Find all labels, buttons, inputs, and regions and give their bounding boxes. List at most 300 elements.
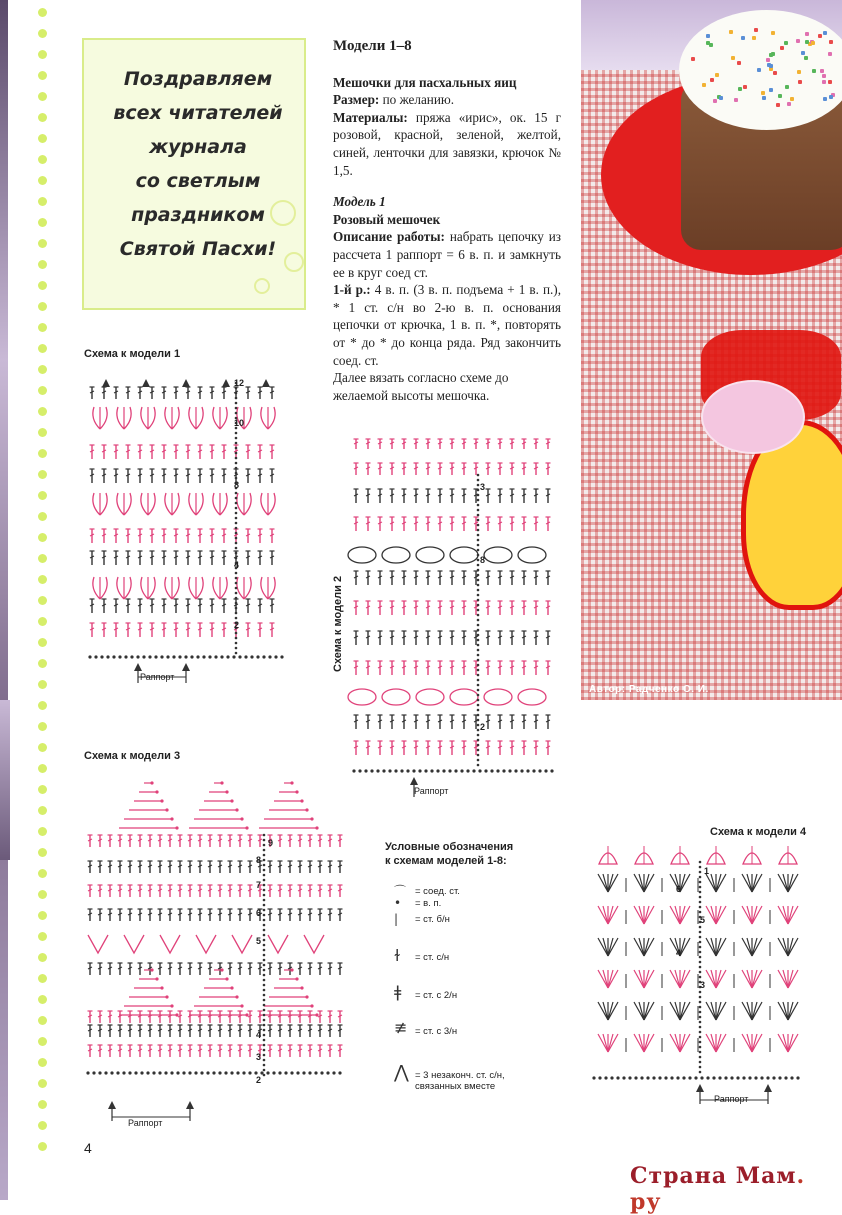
row-join-dot (235, 472, 238, 475)
sprinkle (805, 32, 809, 36)
materials-label: Материалы: (333, 109, 408, 125)
fan-stitch (747, 970, 752, 988)
chain-stitch (104, 1071, 107, 1074)
fan-stitch (608, 906, 613, 924)
tree-dot (300, 799, 303, 802)
row-join-dot (477, 494, 480, 497)
fan-stitch (639, 874, 644, 892)
row-join-dot (235, 402, 238, 405)
chain-stitch (256, 655, 259, 658)
sprinkle (766, 58, 770, 62)
sprinkle (706, 34, 710, 38)
chain-stitch (236, 1071, 239, 1074)
row-join-dot (699, 961, 702, 964)
row-join-dot (263, 1059, 266, 1062)
chain-stitch (172, 655, 175, 658)
rapport-arrow (182, 663, 190, 671)
chain-stitch (502, 769, 505, 772)
chain-stitch (122, 1071, 125, 1074)
petal-mark (148, 577, 155, 599)
petal-mark (196, 493, 203, 515)
loop-mark (484, 689, 512, 705)
v-mark (304, 935, 324, 953)
decorative-dot (38, 848, 47, 857)
chain-stitch (772, 1076, 775, 1079)
row-join-dot (235, 607, 238, 610)
chain-stitch (226, 655, 229, 658)
decorative-dot (38, 638, 47, 647)
petal-mark (172, 577, 179, 599)
rapport-label: Раппорт (414, 786, 449, 796)
fan-stitch (644, 1002, 649, 1020)
chain-stitch (664, 1076, 667, 1079)
row-join-dot (477, 589, 480, 592)
v-mark (88, 935, 108, 953)
row-join-dot (699, 866, 702, 869)
petal-mark (196, 577, 203, 599)
fan-stitch (716, 938, 726, 956)
row-join-dot (477, 764, 480, 767)
sprinkle (691, 57, 695, 61)
row-join-dot (263, 1054, 266, 1057)
petal-mark (268, 577, 275, 599)
chain-stitch (418, 769, 421, 772)
size-paragraph (333, 91, 561, 109)
legend-item: = в. п. (415, 898, 442, 909)
row-join-dot (263, 854, 266, 857)
fan-stitch (644, 874, 654, 892)
chain-stitch (274, 655, 277, 658)
decorative-dot (38, 764, 47, 773)
row-join-dot (477, 614, 480, 617)
petal-mark (165, 577, 172, 599)
fan-stitch (644, 906, 649, 924)
scheme2-caption: Схема к модели 2 (332, 575, 344, 672)
row-number: 8 (480, 555, 486, 565)
row-join-dot (699, 1011, 702, 1014)
fan-stitch (608, 874, 618, 892)
tree-dot (310, 817, 313, 820)
decorative-dot (38, 407, 47, 416)
fan-stitch (711, 970, 716, 988)
row-join-dot (263, 909, 266, 912)
rapport-arrow (186, 1101, 194, 1109)
fan-stitch (778, 938, 788, 956)
fan-stitch (711, 874, 716, 892)
chain-stitch (130, 655, 133, 658)
row-join-dot (263, 1004, 266, 1007)
petal-mark (141, 493, 148, 515)
sprinkle (829, 40, 833, 44)
photo-credit: Автор: Радченко О. И. (589, 684, 709, 695)
row-number: 8 (234, 480, 240, 490)
chain-stitch (208, 655, 211, 658)
decorative-dot (38, 596, 47, 605)
petal-mark (244, 407, 251, 429)
chain-stitch (430, 769, 433, 772)
row-join-dot (263, 884, 266, 887)
row-join-dot (699, 956, 702, 959)
fan-stitch (716, 1002, 721, 1020)
decorative-dot (38, 1058, 47, 1067)
decorative-dot (38, 29, 47, 38)
tree-dot (160, 799, 163, 802)
row-join-dot (477, 724, 480, 727)
row-join-dot (699, 1016, 702, 1019)
sprinkle (778, 94, 782, 98)
sprinkle (715, 73, 719, 77)
fan-stitch (783, 970, 788, 988)
decorative-dot (38, 428, 47, 437)
scheme4-caption: Схема к модели 4 (710, 826, 807, 838)
sprinkle (731, 56, 735, 60)
legend-title (385, 840, 513, 868)
fan-stitch (788, 938, 793, 956)
fan-stitch (598, 874, 608, 892)
decorative-dot (38, 1079, 47, 1088)
fan-stitch (670, 1034, 680, 1052)
chain-stitch (754, 1076, 757, 1079)
sprinkle (754, 28, 758, 32)
logo-suffix: . ру (630, 1163, 806, 1215)
petal-mark (261, 407, 268, 429)
tip-mark (142, 379, 150, 387)
chain-stitch (718, 1076, 721, 1079)
decorative-dot (38, 722, 47, 731)
chain-stitch (352, 769, 355, 772)
loop-mark (518, 547, 546, 563)
tree-dot (290, 781, 293, 784)
row-join-dot (235, 502, 238, 505)
tree-dot (165, 995, 168, 998)
fan-stitch (752, 970, 757, 988)
tree-dot (295, 790, 298, 793)
row-join-dot (699, 946, 702, 949)
row-join-dot (477, 529, 480, 532)
row-join-dot (263, 894, 266, 897)
fan-stitch (778, 1002, 788, 1020)
decorative-dot (38, 659, 47, 668)
row-join-dot (477, 684, 480, 687)
sprinkle (784, 41, 788, 45)
fan-stitch (747, 1034, 752, 1052)
row-number: 5 (700, 915, 706, 925)
row-join-dot (235, 547, 238, 550)
petal-mark (213, 493, 220, 515)
scheme1-caption: Схема к модели 1 (84, 348, 181, 360)
tree-dot (230, 986, 233, 989)
sprinkle (796, 39, 800, 43)
petal-mark (117, 407, 124, 429)
decorative-dot (38, 617, 47, 626)
row-join-dot (699, 1021, 702, 1024)
row-join-dot (263, 904, 266, 907)
row-join-dot (235, 432, 238, 435)
petal-mark (141, 577, 148, 599)
greeting-text (98, 62, 298, 266)
petal-mark (172, 407, 179, 429)
cake-icing (679, 10, 842, 130)
row-join-dot (477, 699, 480, 702)
chain-stitch (178, 655, 181, 658)
chain-stitch (250, 655, 253, 658)
scheme2-diagram (348, 435, 568, 800)
chain-stitch (442, 769, 445, 772)
row-number: 4 (256, 1030, 262, 1040)
petal-mark (124, 577, 131, 599)
row-join-dot (477, 559, 480, 562)
petal-mark (117, 577, 124, 599)
chain-stitch (784, 1076, 787, 1079)
chain-stitch (182, 1071, 185, 1074)
chain-stitch (218, 1071, 221, 1074)
chain-stitch (640, 1076, 643, 1079)
row-join-dot (263, 849, 266, 852)
chain-stitch (230, 1071, 233, 1074)
v-mark (196, 935, 216, 953)
double-treble-icon: ≢ (394, 1018, 408, 1037)
row-join-dot (477, 524, 480, 527)
tree-dot (155, 790, 158, 793)
row-join-dot (263, 954, 266, 957)
greeting-line: со светлым (135, 170, 261, 192)
petal-mark (237, 577, 244, 599)
row-join-dot (699, 906, 702, 909)
petal-mark (189, 407, 196, 429)
petal-mark (148, 407, 155, 429)
loop-mark (382, 547, 410, 563)
row-number: 9 (268, 838, 274, 848)
fan-stitch (788, 1034, 793, 1052)
chain-stitch (212, 1071, 215, 1074)
decorative-dot (38, 554, 47, 563)
row-join-dot (699, 926, 702, 929)
row-join-dot (477, 674, 480, 677)
chain-stitch (152, 1071, 155, 1074)
row-join-dot (263, 979, 266, 982)
decorative-dot (38, 92, 47, 101)
chain-stitch (262, 655, 265, 658)
loop-mark (450, 547, 478, 563)
fan-stitch (742, 1034, 752, 1052)
v-mark (268, 935, 288, 953)
fan-stitch (706, 938, 716, 956)
decorative-dot (38, 932, 47, 941)
fan-stitch (634, 938, 644, 956)
fan-stitch (603, 906, 608, 924)
chain-stitch (778, 1076, 781, 1079)
row-join-dot (263, 1034, 266, 1037)
decorative-dot (38, 827, 47, 836)
fan-stitch (680, 874, 690, 892)
decorative-dot (38, 1121, 47, 1130)
fan-stitch (747, 1002, 752, 1020)
chain-stitch (634, 1076, 637, 1079)
chain-stitch (86, 1071, 89, 1074)
row-join-dot (477, 514, 480, 517)
decorative-dot (38, 218, 47, 227)
row-join-dot (699, 976, 702, 979)
fan-stitch (608, 970, 618, 988)
chain-stitch (200, 1071, 203, 1074)
row-number: 12 (234, 378, 245, 388)
sprinkle (737, 61, 741, 65)
sprinkle (820, 69, 824, 73)
row-join-dot (263, 1049, 266, 1052)
row-join-dot (235, 587, 238, 590)
chain-stitch (406, 769, 409, 772)
article-text (333, 38, 561, 404)
row-join-dot (235, 652, 238, 655)
chain-stitch (604, 1076, 607, 1079)
sprinkle (713, 99, 717, 103)
fan-stitch (680, 970, 690, 988)
row-join-dot (477, 509, 480, 512)
petal-mark (165, 407, 172, 429)
left-edge-photo (0, 0, 8, 1200)
fan-stitch (711, 938, 716, 956)
row-join-dot (235, 457, 238, 460)
chain-stitch (370, 769, 373, 772)
cluster-icon: ⋀ (394, 1062, 409, 1083)
fan-stitch (783, 874, 788, 892)
loop-mark (518, 689, 546, 705)
row-join-dot (699, 971, 702, 974)
chain-stitch (166, 655, 169, 658)
tree-dot (240, 1004, 243, 1007)
chain-stitch (592, 1076, 595, 1079)
row-join-dot (477, 659, 480, 662)
tree-dot (235, 808, 238, 811)
fan-stitch (752, 1034, 762, 1052)
v-mark (124, 935, 144, 953)
fan-stitch (788, 1034, 798, 1052)
chain-stitch (730, 1076, 733, 1079)
chain-stitch (128, 1071, 131, 1074)
row-join-dot (263, 939, 266, 942)
fan-stitch (675, 1002, 680, 1020)
chain-stitch (388, 769, 391, 772)
row-join-dot (235, 512, 238, 515)
chain-stitch (214, 655, 217, 658)
row-join-dot (235, 442, 238, 445)
fan-stitch (608, 938, 613, 956)
fan-stitch (706, 906, 716, 924)
petal-mark (124, 493, 131, 515)
chain-stitch (268, 655, 271, 658)
petal-mark (93, 577, 100, 599)
row-join-dot (699, 1071, 702, 1074)
tip-mark (262, 379, 270, 387)
row-join-dot (477, 759, 480, 762)
loop-mark (416, 547, 444, 563)
tree-dot (220, 968, 223, 971)
row-join-dot (477, 484, 480, 487)
materials-paragraph (333, 109, 561, 179)
petal-mark (189, 577, 196, 599)
tree-dot (230, 799, 233, 802)
sprinkle (710, 78, 714, 82)
petal-mark (196, 407, 203, 429)
chain-stitch (284, 1071, 287, 1074)
loop-mark (348, 547, 376, 563)
site-logo (630, 1163, 842, 1215)
petal-mark (268, 407, 275, 429)
fan-stitch (639, 970, 644, 988)
row-number: 1 (704, 866, 710, 876)
row-join-dot (477, 564, 480, 567)
fan-stitch (788, 938, 798, 956)
row-join-dot (477, 599, 480, 602)
chain-stitch (146, 1071, 149, 1074)
chain-stitch (278, 1071, 281, 1074)
fan-stitch (716, 970, 726, 988)
loop-mark (382, 689, 410, 705)
row-number: 4 (234, 560, 240, 570)
row-join-dot (263, 1064, 266, 1067)
sprinkle (785, 85, 789, 89)
chain-stitch (460, 769, 463, 772)
row-join-dot (263, 1024, 266, 1027)
decorative-dot (38, 344, 47, 353)
chain-stitch (616, 1076, 619, 1079)
petal-mark (93, 493, 100, 515)
fan-stitch (603, 874, 608, 892)
v-mark (232, 935, 252, 953)
tree-dot (295, 977, 298, 980)
fan-stitch (603, 970, 608, 988)
chain-stitch (220, 655, 223, 658)
ribbon-bow (701, 380, 805, 454)
fan-stitch (752, 874, 762, 892)
row-join-dot (477, 734, 480, 737)
fan-stitch (608, 1034, 618, 1052)
fan-stitch (788, 906, 793, 924)
row-join-dot (699, 1056, 702, 1059)
decorative-dot (38, 1016, 47, 1025)
decorative-dot (38, 869, 47, 878)
chain-stitch (688, 1076, 691, 1079)
fan-stitch (639, 938, 644, 956)
petal-mark (100, 407, 107, 429)
sprinkle (804, 56, 808, 60)
chain-stitch (176, 1071, 179, 1074)
chain-stitch (628, 1076, 631, 1079)
fan-stitch (644, 874, 649, 892)
sprinkle (787, 102, 791, 106)
fan-stitch (680, 938, 690, 956)
decorative-dot (38, 806, 47, 815)
tree-dot (150, 968, 153, 971)
sprinkle (776, 103, 780, 107)
row-number: 3 (700, 980, 706, 990)
row-join-dot (699, 861, 702, 864)
sprinkle (828, 80, 832, 84)
chain-stitch (550, 769, 553, 772)
loop-mark (416, 689, 444, 705)
chain-stitch (424, 769, 427, 772)
decorative-dot (38, 491, 47, 500)
row-join-dot (235, 397, 238, 400)
sprinkle (823, 31, 827, 35)
decorative-dot (38, 890, 47, 899)
chain-stitch (676, 1076, 679, 1079)
fan-stitch (778, 874, 788, 892)
row-join-dot (477, 569, 480, 572)
row-join-dot (477, 669, 480, 672)
petal-mark (165, 493, 172, 515)
fan-stitch (675, 970, 680, 988)
